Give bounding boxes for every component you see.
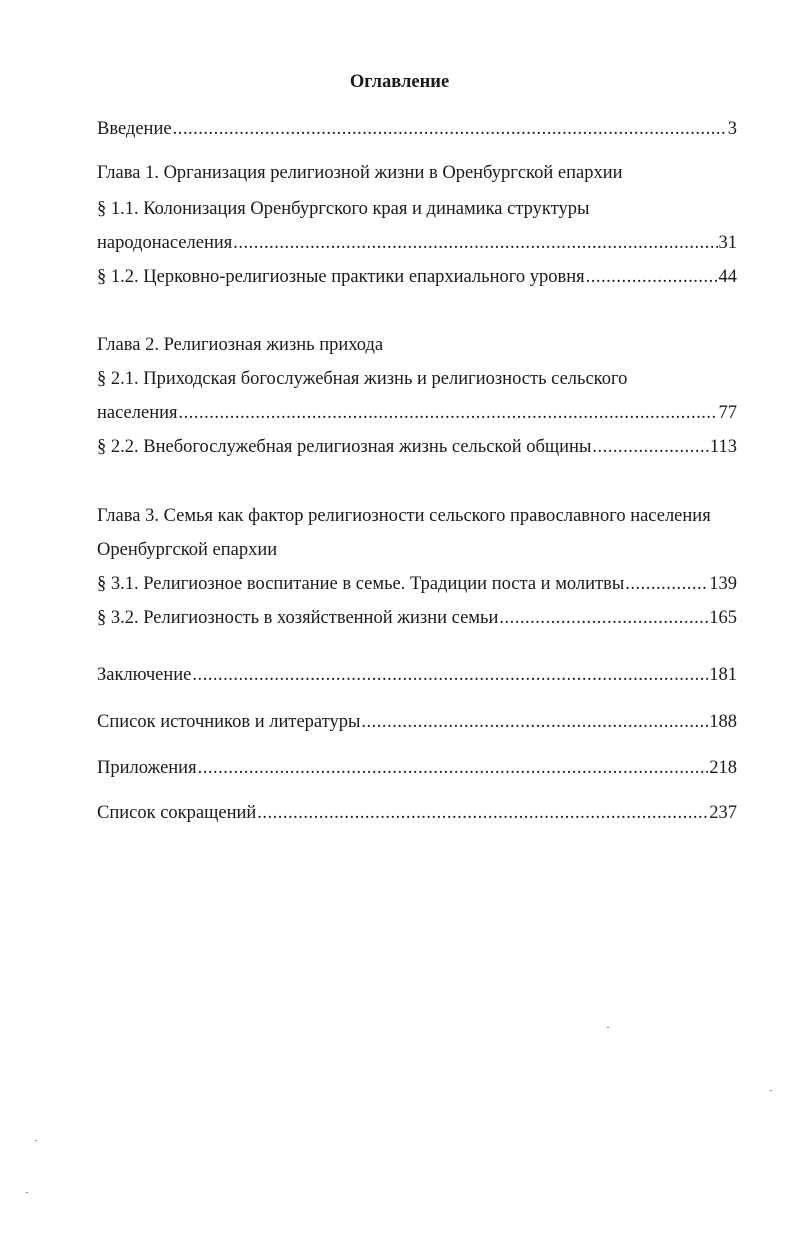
dot-leader [198,756,709,780]
toc-entry-3-2[interactable] [97,606,737,630]
toc-page-number: 188 [709,712,737,732]
toc-entry-1-1[interactable] [97,231,737,255]
dot-leader [257,801,708,825]
toc-entry-text: Заключение [97,665,192,685]
toc-entry-2-2[interactable] [97,435,737,459]
chapter-3-heading-line2: Оренбургской епархии [97,540,278,560]
dot-leader [625,572,708,596]
toc-entry-sources[interactable] [97,710,737,734]
toc-page-number: 31 [718,233,737,253]
toc-entry-conclusion[interactable] [97,663,737,687]
toc-entry-text: населения [97,403,178,423]
toc-entry-text: § 3.1. Религиозное воспитание в семье. Традиции поста и молитвы [97,574,625,594]
chapter-2-heading: Глава 2. Религиозная жизнь прихода [97,335,384,355]
toc-page-number: 3 [727,119,737,139]
dot-leader [179,401,718,425]
toc-entry-text: народонаселения [97,233,233,253]
toc-entry-text: § 1.2. Церковно-религиозные практики епархиального уровня [97,267,585,287]
scan-speck [26,1192,28,1193]
toc-page-number: 165 [709,608,737,628]
toc-entry-text: Приложения [97,758,197,778]
toc-page-number: 139 [709,574,737,594]
toc-entry-text: § 2.2. Внебогослужебная религиозная жизнь сельской общины [97,437,592,457]
dot-leader [192,663,708,687]
toc-entry-text: Введение [97,119,172,139]
toc-entry-2-1[interactable] [97,401,737,425]
toc-entry-abbreviations[interactable] [97,801,737,825]
toc-entry-2-1-line1: § 2.1. Приходская богослужебная жизнь и религиозность сельского [97,369,628,389]
toc-page-number: 237 [709,803,737,823]
toc-page-number: 113 [709,437,737,457]
chapter-1-heading: Глава 1. Организация религиозной жизни в Оренбургской епархии [97,163,623,183]
toc-entry-appendices[interactable] [97,756,737,780]
scan-speck [35,1140,37,1141]
toc-page-number: 77 [718,403,737,423]
scan-speck [770,1090,772,1091]
toc-entry-1-2[interactable] [97,265,737,289]
toc-entry-text: Список источников и литературы [97,712,361,732]
dot-leader [173,117,727,141]
page-title: Оглавление [349,72,450,92]
toc-page-number: 181 [709,665,737,685]
toc-entry-text: § 3.2. Религиозность в хозяйственной жизни семьи [97,608,499,628]
dot-leader [586,265,718,289]
chapter-3-heading-line1: Глава 3. Семья как фактор религиозности сельского православного населения [97,506,711,526]
dot-leader [592,435,709,459]
dot-leader [233,231,717,255]
dot-leader [499,606,708,630]
scan-speck [607,1027,609,1028]
dot-leader [361,710,708,734]
toc-entry-3-1[interactable] [97,572,737,596]
toc-entry-text: Список сокращений [97,803,257,823]
toc-page-number: 44 [718,267,737,287]
toc-entry-introduction[interactable] [97,117,737,141]
toc-entry-1-1-line1: § 1.1. Колонизация Оренбургского края и динамика структуры [97,199,590,219]
toc-page-number: 218 [709,758,737,778]
